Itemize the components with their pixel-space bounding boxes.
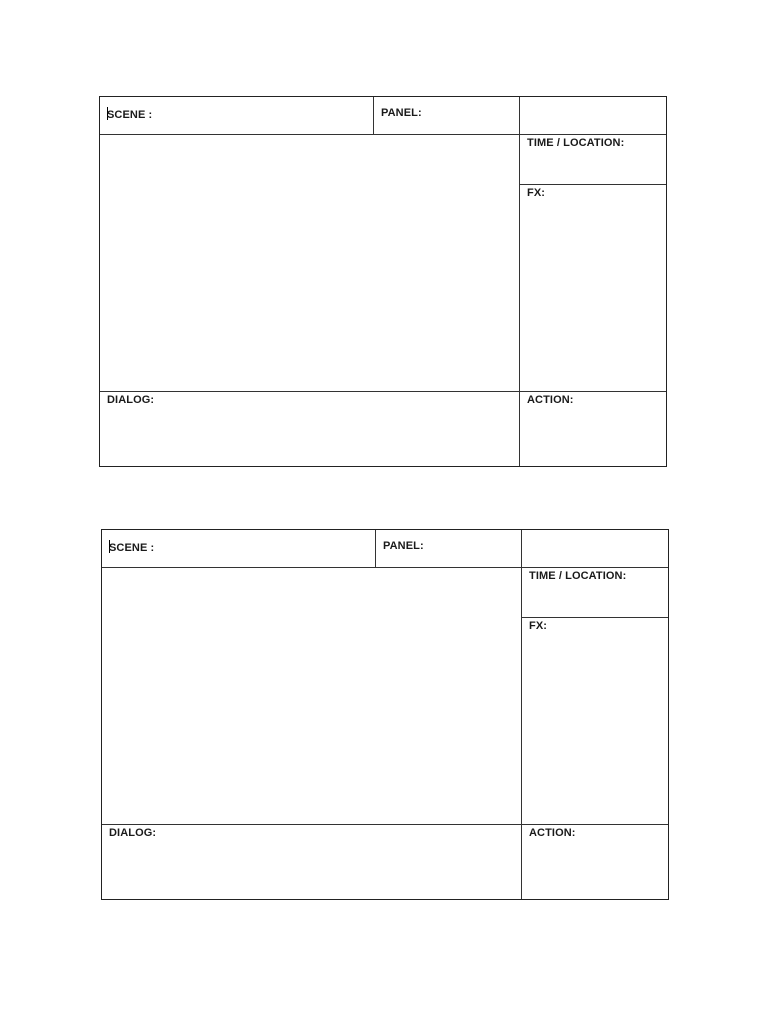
- panel-field[interactable]: [374, 97, 520, 135]
- action-label: ACTION:: [529, 827, 576, 839]
- scene-field[interactable]: [100, 97, 374, 135]
- action-field[interactable]: [522, 825, 668, 899]
- fx-field[interactable]: [520, 185, 666, 392]
- panel-label: PANEL:: [381, 107, 422, 119]
- time-location-field[interactable]: [520, 135, 666, 185]
- time-location-label: TIME / LOCATION:: [527, 137, 625, 149]
- panel-label: PANEL:: [383, 540, 424, 552]
- dialog-label: DIALOG:: [107, 394, 155, 406]
- drawing-frame[interactable]: [100, 135, 520, 392]
- drawing-frame[interactable]: [102, 568, 522, 825]
- storyboard-panel-1: [99, 96, 667, 467]
- blank-header-field[interactable]: [520, 97, 666, 135]
- panel-field[interactable]: [376, 530, 522, 568]
- scene-field[interactable]: [102, 530, 376, 568]
- fx-label: FX:: [527, 187, 546, 199]
- fx-label: FX:: [529, 620, 548, 632]
- action-field[interactable]: [520, 392, 666, 466]
- dialog-label: DIALOG:: [109, 827, 157, 839]
- dialog-field[interactable]: [102, 825, 522, 899]
- blank-header-field[interactable]: [522, 530, 668, 568]
- time-location-label: TIME / LOCATION:: [529, 570, 627, 582]
- dialog-field[interactable]: [100, 392, 520, 466]
- time-location-field[interactable]: [522, 568, 668, 618]
- scene-label: SCENE :: [109, 542, 155, 554]
- scene-label: SCENE :: [107, 109, 153, 121]
- storyboard-panel-2: [101, 529, 669, 900]
- action-label: ACTION:: [527, 394, 574, 406]
- fx-field[interactable]: [522, 618, 668, 825]
